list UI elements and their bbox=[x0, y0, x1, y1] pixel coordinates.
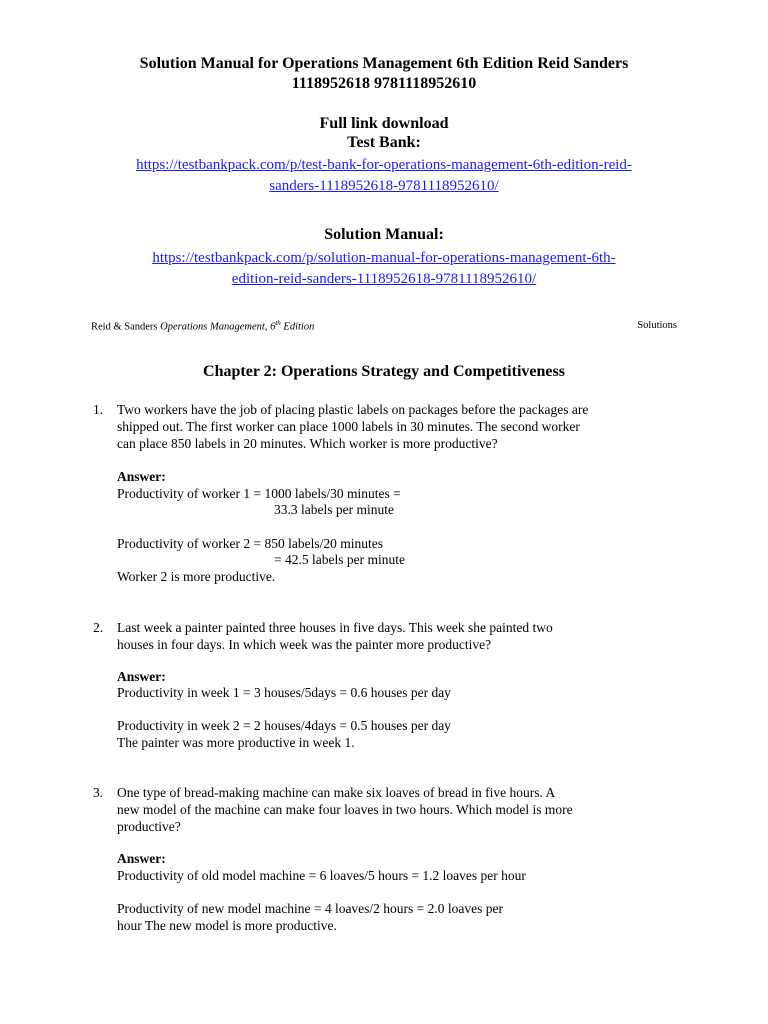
running-header-right: Solutions bbox=[637, 320, 677, 331]
question-1-answer-line4: = 42.5 labels per minute bbox=[274, 552, 405, 567]
question-2-line: houses in four days. In which week was the painter more productive? bbox=[117, 637, 492, 652]
question-2-answer-line3: The painter was more productive in week 1. bbox=[117, 735, 355, 750]
question-3-answer-line2: Productivity of new model machine = 4 loaves/2 hours = 2.0 loaves per bbox=[117, 901, 504, 916]
document-title-line1: Solution Manual for Operations Management 6th Edition Reid Sanders bbox=[139, 55, 629, 72]
solution-manual-heading: Solution Manual: bbox=[324, 226, 444, 243]
question-3-text bbox=[117, 784, 573, 835]
running-header-left bbox=[91, 319, 314, 333]
test-bank-heading: Test Bank: bbox=[347, 134, 421, 151]
solution-manual-link[interactable] bbox=[0, 248, 768, 290]
question-2-text bbox=[117, 619, 553, 653]
question-1-line: Two workers have the job of placing plastic labels on packages before the packages are bbox=[117, 402, 589, 417]
chapter-title: Chapter 2: Operations Strategy and Competitiveness bbox=[203, 363, 565, 380]
question-3-line: One type of bread-making machine can make six loaves of bread in five hours. A bbox=[117, 785, 556, 800]
running-header-sup: th bbox=[275, 319, 281, 327]
question-1-answer-line1: Productivity of worker 1 = 1000 labels/30 minutes = bbox=[117, 486, 401, 501]
question-2-answer-label: Answer: bbox=[117, 669, 166, 684]
question-3-answer-line1: Productivity of old model machine = 6 loaves/5 hours = 1.2 loaves per hour bbox=[117, 868, 526, 883]
running-header-book: Operations Management, 6 bbox=[160, 321, 276, 333]
test-bank-url-line1[interactable]: https://testbankpack.com/p/test-bank-for-operations-management-6th-edition-reid- bbox=[136, 157, 632, 173]
question-3-answer-line3: hour The new model is more productive. bbox=[117, 918, 337, 933]
question-1-answer-line5: Worker 2 is more productive. bbox=[117, 569, 276, 584]
question-3-line: new model of the machine can make four loaves in two hours. Which model is more bbox=[117, 802, 573, 817]
question-3-answer-label: Answer: bbox=[117, 851, 166, 866]
question-2-answer-line2: Productivity in week 2 = 2 houses/4days = 0.5 houses per day bbox=[117, 718, 451, 733]
document-title-line2: 1118952618 9781118952610 bbox=[291, 75, 477, 92]
question-1-answer-line3: Productivity of worker 2 = 850 labels/20 minutes bbox=[117, 536, 383, 551]
question-1-line: shipped out. The first worker can place 1000 labels in 30 minutes. The second worker bbox=[117, 419, 580, 434]
question-2-answer-line1: Productivity in week 1 = 3 houses/5days = 0.6 houses per day bbox=[117, 685, 451, 700]
question-2-number: 2. bbox=[93, 620, 104, 635]
question-2-line: Last week a painter painted three houses in five days. This week she painted two bbox=[117, 620, 553, 635]
question-1-text bbox=[117, 401, 588, 452]
running-header-authors: Reid & Sanders bbox=[91, 321, 161, 333]
test-bank-url-line2[interactable]: sanders-1118952618-9781118952610/ bbox=[269, 178, 499, 194]
question-1-answer-label: Answer: bbox=[117, 469, 166, 484]
solution-url-line1[interactable]: https://testbankpack.com/p/solution-manual-for-operations-management-6th- bbox=[152, 250, 616, 266]
question-1-answer-line2: 33.3 labels per minute bbox=[274, 502, 394, 517]
question-1-line: can place 850 labels in 20 minutes. Which worker is more productive? bbox=[117, 436, 498, 451]
solution-url-line2[interactable]: edition-reid-sanders-1118952618-9781118952610/ bbox=[231, 271, 537, 287]
question-1-number: 1. bbox=[93, 402, 104, 417]
question-3-line: productive? bbox=[117, 819, 181, 834]
full-link-heading: Full link download bbox=[319, 115, 449, 132]
running-header-edition: Edition bbox=[280, 321, 315, 333]
test-bank-link[interactable] bbox=[0, 155, 768, 197]
question-3-number: 3. bbox=[93, 785, 104, 800]
